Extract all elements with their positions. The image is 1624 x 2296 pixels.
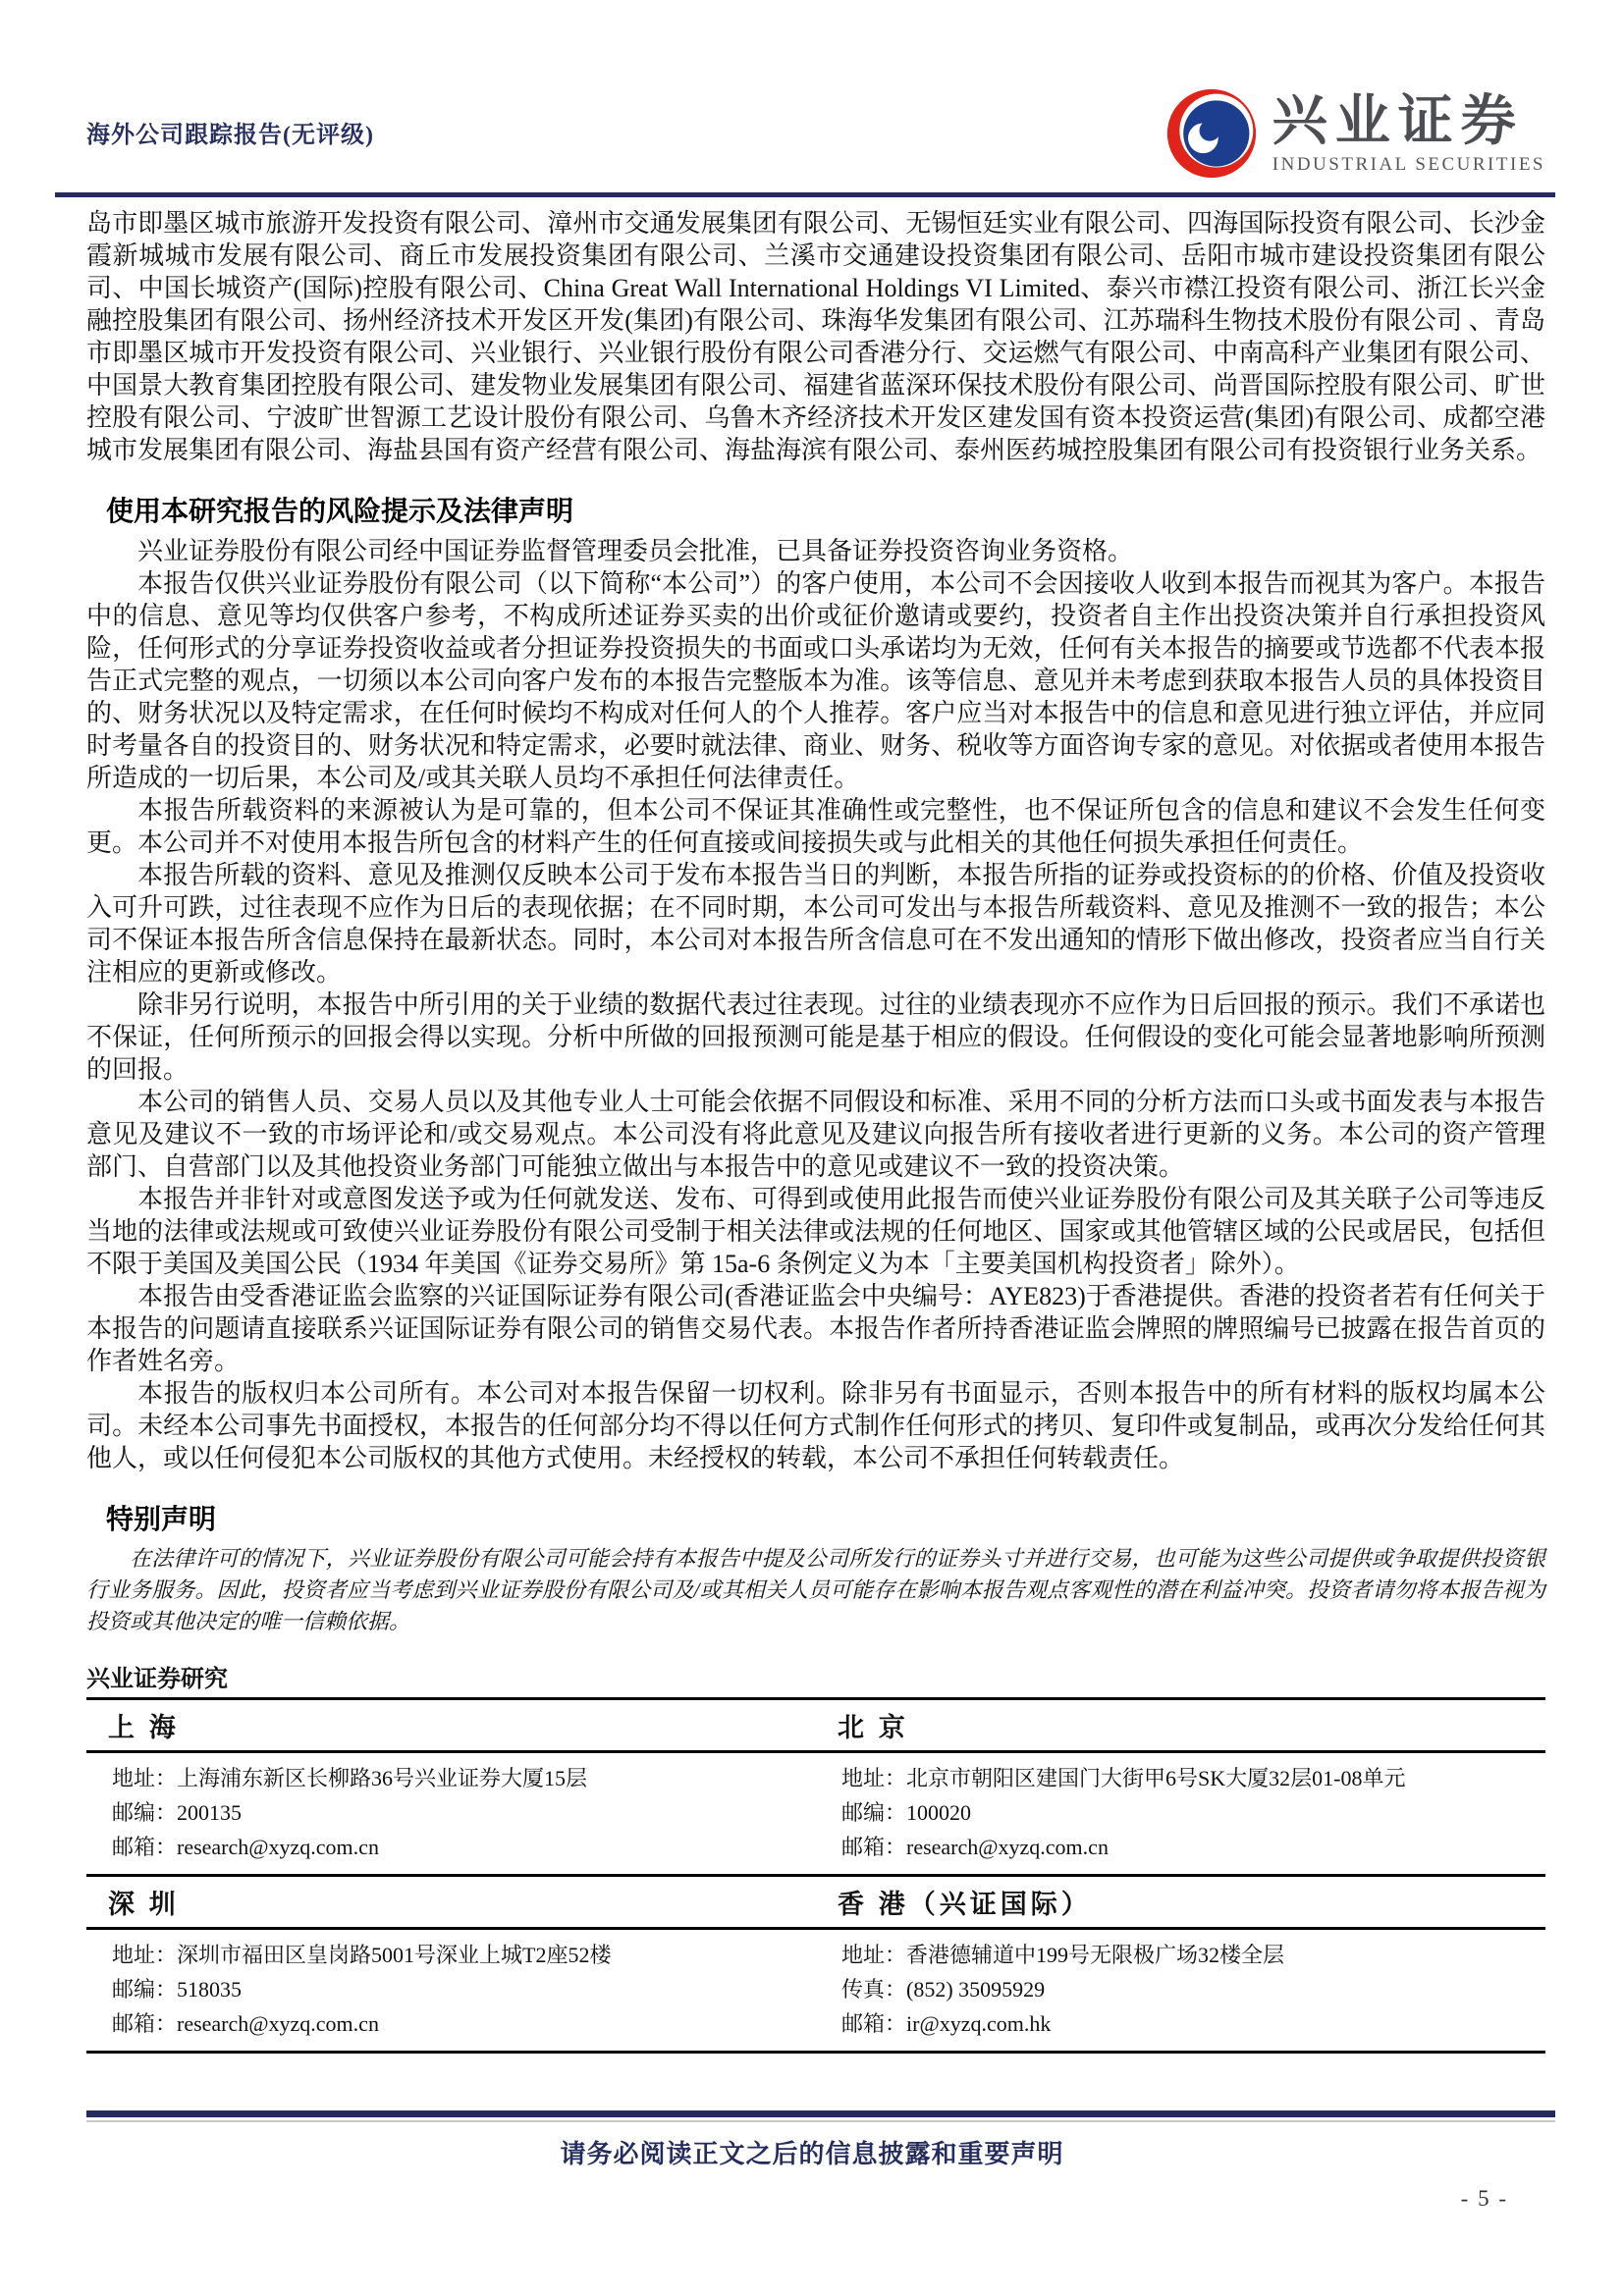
office-zip: 邮编：200135 (112, 1800, 243, 1825)
legal-paragraph: 本报告由受香港证监会监察的兴证国际证券有限公司(香港证监会中央编号：AYE823)于香港提供。香港的投资者若有任何关于本报告的问题请直接联系兴证国际证券有限公司的销售交易代表。本报告作者所持香港证监会牌照的牌照编号已披露在报告首页的作者姓名旁。 (86, 1282, 1545, 1375)
office-zip: 邮编：100020 (841, 1800, 972, 1825)
office-email: 邮箱：research@xyzq.com.cn (112, 1835, 379, 1859)
office-email: 邮箱：ir@xyzq.com.hk (841, 2011, 1052, 2036)
office-info-row (86, 1752, 1545, 1876)
report-type-label: 海外公司跟踪报告(无评级) (86, 123, 374, 148)
special-statement-heading: 特别声明 (106, 1505, 217, 1535)
legal-paragraph: 兴业证券股份有限公司经中国证券监督管理委员会批准，已具备证券投资咨询业务资格。 (137, 537, 1134, 565)
office-email: 邮箱：research@xyzq.com.cn (112, 2011, 379, 2036)
page-number: - 5 - (1460, 2186, 1508, 2211)
footer-divider-thin (86, 2120, 1555, 2122)
office-address: 地址：深圳市福田区皇岗路5001号深业上城T2座52楼 (112, 1943, 612, 1967)
office-table (86, 1697, 1545, 2054)
office-fax: 传真：(852) 35095929 (841, 1977, 1046, 2002)
legal-paragraph: 本报告的版权归本公司所有。本公司对本报告保留一切权利。除非另有书面显示，否则本报告中的所有材料的版权均属本公司。未经本公司事先书面授权，本报告的任何部分均不得以任何方式制作任何形式的拷贝、复印件或复制品，或再次分发给任何其他人，或以任何侵犯本公司版权的其他方式使用。未经授权的转载，本公司不承担任何转载责任。 (86, 1379, 1545, 1472)
body-text (86, 207, 1545, 2054)
legal-section-heading: 使用本研究报告的风险提示及法律声明 (106, 497, 574, 527)
office-city-shanghai: 上 海 (86, 1699, 816, 1752)
page-footer (0, 2110, 1624, 2212)
legal-paragraph: 本报告仅供兴业证券股份有限公司（以下简称“本公司”）的客户使用，本公司不会因接收人收到本报告而视其为客户。本报告中的信息、意见等均仅供客户参考，不构成所述证券买卖的出价或征价邀请或要约，投资者自主作出投资决策并自行承担投资风险，任何形式的分享证券投资收益或者分担证券投资损失的书面或口头承诺均为无效，任何有关本报告的摘要或节选都不代表本报告正式完整的观点，一切须以本公司向客户发布的本报告完整版本为准。该等信息、意见并未考虑到获取本报告人员的具体投资目的、财务状况以及特定需求，在任何时候均不构成对任何人的个人推荐。客户应当对本报告中的信息和意见进行独立评估，并应同时考量各自的投资目的、财务状况和特定需求，必要时就法律、商业、财务、税收等方面咨询专家的意见。对依据或者使用本报告所造成的一切后果，本公司及/或其关联人员均不承担任何法律责任。 (86, 569, 1545, 792)
office-city-beijing: 北 京 (816, 1699, 1545, 1752)
legal-paragraph: 本公司的销售人员、交易人员以及其他专业人士可能会依据不同假设和标准、采用不同的分析方法而口头或书面发表与本报告意见及建议不一致的市场评论和/或交易观点。本公司没有将此意见及建议向报告所有接收者进行更新的义务。本公司的资产管理部门、自营部门以及其他投资业务部门可能独立做出与本报告中的意见或建议不一致的投资决策。 (86, 1088, 1545, 1181)
legal-paragraph: 本报告并非针对或意图发送予或为任何就发送、发布、可得到或使用此报告而使兴业证券股份有限公司及其关联子公司等违反当地的法律或法规或可致使兴业证券股份有限公司受制于相关法律或法规的任何地区、国家或其他管辖区域的公民或居民，包括但不限于美国及美国公民（1934 年美国《证券交易所》第 15a-6 条例定义为本「主要美国机构投资者」除外）。 (86, 1185, 1545, 1278)
footer-disclosure-notice: 请务必阅读正文之后的信息披露和重要声明 (560, 2140, 1064, 2168)
office-city-row (86, 1699, 1545, 1752)
office-address: 地址：上海浦东新区长柳路36号兴业证券大厦15层 (112, 1766, 588, 1790)
office-address: 地址：北京市朝阳区建国门大街甲6号SK大厦32层01-08单元 (841, 1766, 1406, 1790)
office-city-shenzhen: 深 圳 (86, 1876, 816, 1929)
office-email: 邮箱：research@xyzq.com.cn (841, 1835, 1109, 1859)
research-heading: 兴业证券研究 (86, 1667, 228, 1692)
header-divider (55, 192, 1555, 197)
intro-paragraph: 岛市即墨区城市旅游开发投资有限公司、漳州市交通发展集团有限公司、无锡恒廷实业有限公司、四海国际投资有限公司、长沙金霞新城城市发展有限公司、商丘市发展投资集团有限公司、兰溪市交通建设投资集团有限公司、岳阳市城市建设投资集团有限公司、中国长城资产(国际)控股有限公司、China Great Wall International Holdings VI Limited、泰兴市襟江投资有限公司、浙江长兴金融控股集团有限公司、扬州经济技术开发区开发(集团)有限公司、珠海华发集团有限公司、江苏瑞科生物技术股份有限公司 、青岛市即墨区城市开发投资有限公司、兴业银行、兴业银行股份有限公司香港分行、交运燃气有限公司、中南高科产业集团有限公司、中国景大教育集团控股有限公司、建发物业发展集团有限公司、福建省蓝深环保技术股份有限公司、尚晋国际控股有限公司、旷世控股有限公司、宁波旷世智源工艺设计股份有限公司、乌鲁木齐经济技术开发区建发国有资本投资运营(集团)有限公司、成都空港城市发展集团有限公司、海盐县国有资产经营有限公司、海盐海滨有限公司、泰州医药城控股集团有限公司有投资银行业务关系。 (86, 209, 1545, 464)
page-header (0, 0, 1624, 187)
logo-name-en: INDUSTRIAL SECURITIES (1272, 153, 1545, 175)
company-logo (1164, 86, 1545, 181)
logo-name-cn: 兴业证券 (1272, 90, 1524, 152)
office-info-shenzhen (86, 1929, 816, 2053)
office-city-row (86, 1876, 1545, 1929)
office-info-beijing (816, 1752, 1545, 1876)
legal-paragraph: 本报告所载的资料、意见及推测仅反映本公司于发布本报告当日的判断，本报告所指的证券或投资标的的价格、价值及投资收入可升可跌，过往表现不应作为日后的表现依据；在不同时期，本公司可发出与本报告所载资料、意见及推测不一致的报告；本公司不保证本报告所含信息保持在最新状态。同时，本公司对本报告所含信息可在不发出通知的情形下做出修改，投资者应当自行关注相应的更新或修改。 (86, 861, 1545, 987)
office-info-row (86, 1929, 1545, 2053)
research-offices-section (86, 1659, 1545, 2054)
office-info-hongkong (816, 1929, 1545, 2053)
special-statement-paragraph: 在法律许可的情况下，兴业证券股份有限公司可能会持有本报告中提及公司所发行的证券头寸并进行交易，也可能为这些公司提供或争取提供投资银行业务服务。因此，投资者应当考虑到兴业证券股份有限公司及/或其相关人员可能存在影响本报告观点客观性的潜在利益冲突。投资者请勿将本报告视为投资或其他决定的唯一信赖依据。 (86, 1546, 1545, 1633)
office-info-shanghai (86, 1752, 816, 1876)
legal-paragraph: 本报告所载资料的来源被认为是可靠的，但本公司不保证其准确性或完整性，也不保证所包含的信息和建议不会发生任何变更。本公司并不对使用本报告所包含的材料产生的任何直接或间接损失或与此相关的其他任何损失承担任何责任。 (86, 796, 1545, 857)
logo-text (1272, 90, 1545, 175)
footer-divider (86, 2110, 1555, 2117)
logo-swirl-icon (1164, 86, 1259, 181)
office-city-hongkong: 香 港（兴证国际） (816, 1876, 1545, 1929)
office-address: 地址：香港德辅道中199号无限极广场32楼全层 (841, 1943, 1285, 1967)
legal-paragraph: 除非另行说明，本报告中所引用的关于业绩的数据代表过往表现。过往的业绩表现亦不应作为日后回报的预示。我们不承诺也不保证，任何所预示的回报会得以实现。分析中所做的回报预测可能是基于相应的假设。任何假设的变化可能会显著地影响所预测的回报。 (86, 990, 1545, 1084)
office-zip: 邮编：518035 (112, 1977, 243, 2002)
